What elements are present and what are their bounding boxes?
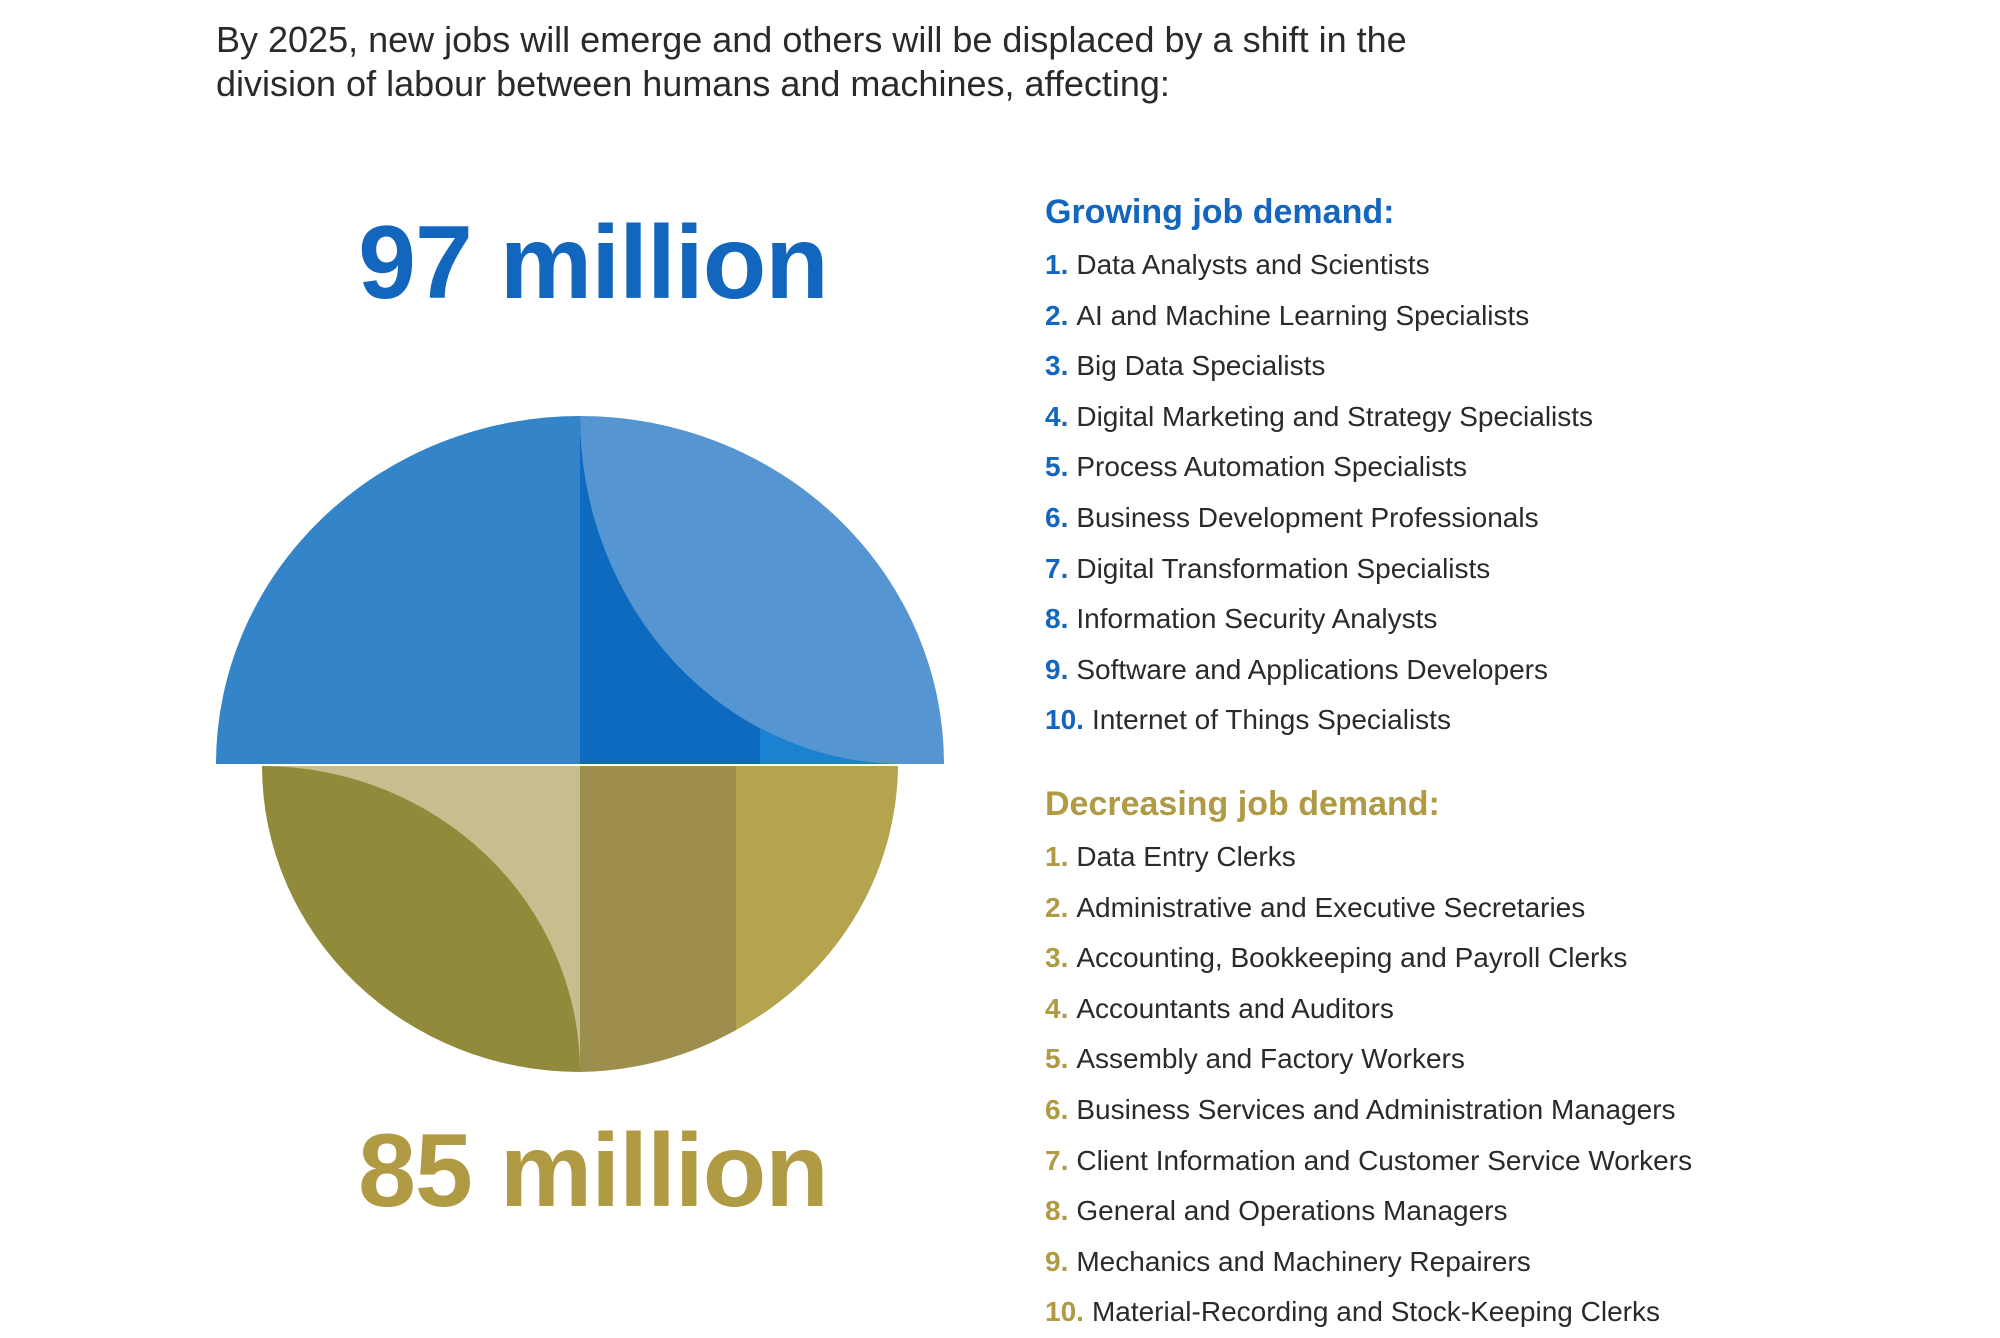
item-number: 5.	[1045, 451, 1069, 483]
item-label: Business Services and Administration Managers	[1076, 1093, 1676, 1125]
item-label: Administrative and Executive Secretaries	[1076, 891, 1586, 923]
decreasing-right-quadrant	[736, 766, 898, 1030]
item-number: 3.	[1045, 350, 1069, 382]
decreasing-job-item	[1045, 1186, 1985, 1237]
item-number: 2.	[1045, 299, 1069, 331]
growing-job-item	[1045, 291, 1985, 342]
item-label: Digital Transformation Specialists	[1076, 552, 1491, 584]
decreasing-jobs-heading: Decreasing job demand:	[1045, 785, 1440, 823]
item-number: 3.	[1045, 942, 1069, 974]
decreasing-jobs-number: 85 million	[358, 1113, 828, 1229]
decreasing-job-item	[1045, 1085, 1985, 1136]
decreasing-job-item	[1045, 933, 1985, 984]
decreasing-job-item	[1045, 1237, 1985, 1288]
item-number: 4.	[1045, 992, 1069, 1024]
item-label: Assembly and Factory Workers	[1076, 1043, 1465, 1075]
item-label: Business Development Professionals	[1076, 501, 1539, 533]
item-label: Information Security Analysts	[1076, 603, 1438, 635]
item-label: Mechanics and Machinery Repairers	[1076, 1245, 1531, 1277]
decreasing-job-item	[1045, 1034, 1985, 1085]
decreasing-center-band	[580, 766, 736, 1072]
item-label: General and Operations Managers	[1076, 1195, 1508, 1227]
item-label: Software and Applications Developers	[1076, 653, 1548, 685]
item-label: Accountants and Auditors	[1076, 992, 1394, 1024]
item-number: 7.	[1045, 1144, 1069, 1176]
item-number: 8.	[1045, 1195, 1069, 1227]
item-number: 4.	[1045, 400, 1069, 432]
item-number: 7.	[1045, 552, 1069, 584]
item-label: Digital Marketing and Strategy Specialists	[1076, 400, 1594, 432]
item-number: 10.	[1045, 1296, 1084, 1328]
item-label: AI and Machine Learning Specialists	[1076, 299, 1530, 331]
decreasing-job-item	[1045, 1287, 1985, 1338]
growing-job-item	[1045, 240, 1985, 291]
item-label: Data Entry Clerks	[1076, 841, 1296, 872]
growing-job-item	[1045, 493, 1985, 544]
decreasing-jobs-list	[1045, 832, 1985, 1338]
item-number: 2.	[1045, 891, 1069, 923]
intro-line-2: division of labour between humans and machines, affecting:	[216, 63, 1170, 104]
item-label: Material-Recording and Stock-Keeping Clerks	[1091, 1296, 1660, 1328]
decreasing-job-item	[1045, 832, 1985, 883]
item-number: 5.	[1045, 1043, 1069, 1075]
item-number: 1.	[1045, 249, 1069, 280]
growing-jobs-heading: Growing job demand:	[1045, 193, 1395, 231]
item-label: Data Analysts and Scientists	[1076, 249, 1430, 280]
item-label: Accounting, Bookkeeping and Payroll Clerks	[1076, 942, 1628, 974]
decreasing-job-item	[1045, 1136, 1985, 1187]
item-number: 10.	[1045, 704, 1084, 736]
decreasing-jobs-section	[1045, 784, 1985, 1338]
item-number: 6.	[1045, 1093, 1069, 1125]
growing-job-item	[1045, 442, 1985, 493]
item-label: Internet of Things Specialists	[1091, 704, 1451, 736]
intro-line-1: By 2025, new jobs will emerge and others will be displaced by a shift in the	[216, 19, 1407, 60]
growing-job-item	[1045, 695, 1985, 746]
growing-job-item	[1045, 392, 1985, 443]
growing-left-quadrant	[216, 416, 580, 764]
item-label: Process Automation Specialists	[1076, 451, 1467, 483]
item-number: 1.	[1045, 841, 1069, 872]
growing-job-item	[1045, 645, 1985, 696]
growing-job-item	[1045, 594, 1985, 645]
item-number: 9.	[1045, 1245, 1069, 1277]
growing-jobs-number: 97 million	[358, 205, 828, 321]
item-number: 8.	[1045, 603, 1069, 635]
growing-jobs-list	[1045, 240, 1985, 746]
growing-job-item	[1045, 544, 1985, 595]
item-number: 9.	[1045, 653, 1069, 685]
item-label: Big Data Specialists	[1076, 350, 1326, 382]
decreasing-job-item	[1045, 883, 1985, 934]
item-number: 6.	[1045, 501, 1069, 533]
decreasing-job-item	[1045, 984, 1985, 1035]
growing-job-item	[1045, 341, 1985, 392]
growing-jobs-section	[1045, 192, 1985, 746]
item-label: Client Information and Customer Service Workers	[1076, 1144, 1693, 1176]
